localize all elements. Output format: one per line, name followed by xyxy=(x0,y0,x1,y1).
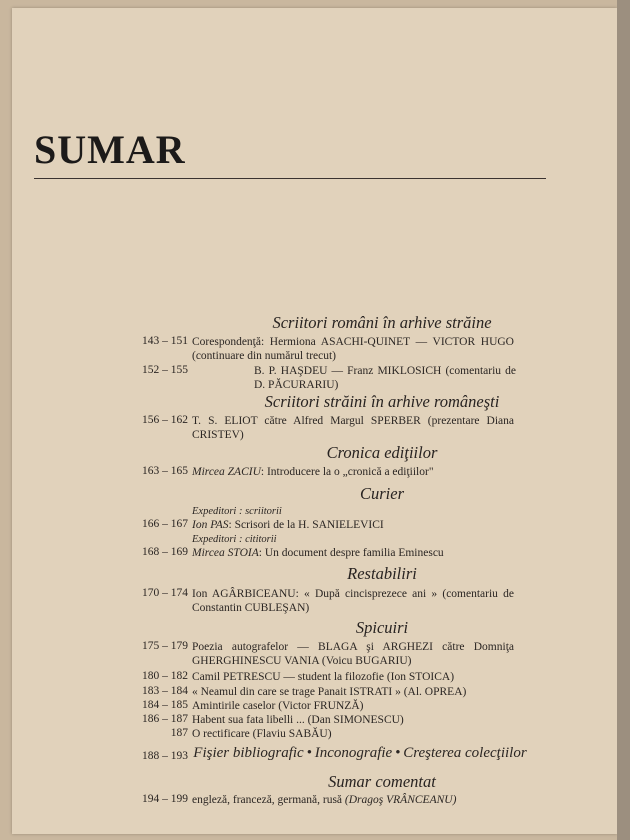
entry-text: Ion AGÂRBICEANU: « După cincisprezece ani » (comentariu de Constantin CUBLEŞAN) xyxy=(192,588,514,614)
entry-author: (Dragoş VRÂNCEANU) xyxy=(344,794,457,806)
entry-text xyxy=(192,465,514,479)
bullet: • xyxy=(306,745,312,761)
entry-text xyxy=(192,793,514,807)
entry-text: B. P. HAŞDEU — Franz MIKLOSICH (comentariu de D. PĂCURARIU) xyxy=(254,365,516,391)
section-heading: Scriitori români în arhive străine xyxy=(272,313,492,332)
section-heading: Sumar comentat xyxy=(328,772,436,791)
entry-text: T. S. ELIOT către Alfred Margul SPERBER (prezentare Diana CRISTEV) xyxy=(192,415,514,441)
entry-pages: 175 – 179 xyxy=(142,640,188,652)
entry-pages: 183 – 184 xyxy=(142,685,188,697)
entry-text: Corespondenţă: Hermiona ASACHI-QUINET — VICTOR HUGO (continuare din numărul trecut) xyxy=(192,336,514,362)
entry-author: Mircea ZACIU xyxy=(192,466,261,478)
entry-text xyxy=(192,546,514,560)
page xyxy=(12,8,617,834)
entry-pages: 188 – 193 xyxy=(142,750,188,762)
entry-pages: 187 xyxy=(170,727,188,739)
section-heading: Spicuiri xyxy=(355,618,409,637)
entry-author: Ion PAS xyxy=(192,519,229,531)
entry-title: : Scrisori de la H. SANIELEVICI xyxy=(228,519,384,531)
entry-pages: 168 – 169 xyxy=(142,546,188,558)
entry-pages: 186 – 187 xyxy=(142,713,188,725)
entry-author: Mircea STOIA xyxy=(192,547,259,559)
table-of-contents xyxy=(12,8,617,834)
entry-pages: 170 – 174 xyxy=(142,587,188,599)
entry-text: Poezia autografelor — BLAGA şi ARGHEZI către Domniţa GHERGHINESCU VANIA (Voicu BUGARIU) xyxy=(192,641,514,667)
entry-text: Camil PETRESCU — student la filozofie (Ion STOICA) xyxy=(192,671,455,683)
entry-pages: 184 – 185 xyxy=(142,699,188,711)
fisier-item: Fişier bibliografic xyxy=(193,745,304,761)
fisier-line xyxy=(180,746,540,761)
entry-pages: 152 – 155 xyxy=(142,364,188,376)
section-heading: Cronica ediţiilor xyxy=(326,443,438,462)
entry-text: Amintirile caselor (Victor FRUNZĂ) xyxy=(192,700,364,712)
entry-pages: 143 – 151 xyxy=(142,335,188,347)
entry-pages: 166 – 167 xyxy=(142,518,188,530)
fisier-item: Inconografie xyxy=(314,745,393,761)
page-title: SUMAR xyxy=(34,127,186,172)
page-edge xyxy=(617,0,630,840)
section-heading: Restabiliri xyxy=(347,564,417,583)
fisier-item: Creşterea colecţiilor xyxy=(403,745,527,761)
entry-pages: 194 – 199 xyxy=(142,793,188,805)
entry-pages: 156 – 162 xyxy=(142,414,188,426)
entry-pages: 180 – 182 xyxy=(142,670,188,682)
entry-subheading: Expeditori : scriitorii xyxy=(192,506,282,517)
entry-subheading: Expeditori : cititorii xyxy=(192,534,277,545)
entry-text: O rectificare (Flaviu SABĂU) xyxy=(192,728,332,740)
entry-pages: 163 – 165 xyxy=(142,465,188,477)
entry-text: « Neamul din care se trage Panait ISTRATI » (Al. OPREA) xyxy=(192,686,467,698)
entry-text xyxy=(192,518,514,532)
bullet: • xyxy=(395,745,401,761)
entry-text: Habent sua fata libelli ... (Dan SIMONESCU) xyxy=(192,714,404,726)
entry-title: : Un document despre familia Eminescu xyxy=(258,547,444,559)
section-heading: Scriitori străini în arhive româneşti xyxy=(264,392,500,411)
entry-title: : Introducere la o „cronică a ediţiilor" xyxy=(260,466,434,478)
entry-title: engleză, franceză, germană, rusă xyxy=(192,794,343,806)
section-heading: Curier xyxy=(359,484,404,503)
